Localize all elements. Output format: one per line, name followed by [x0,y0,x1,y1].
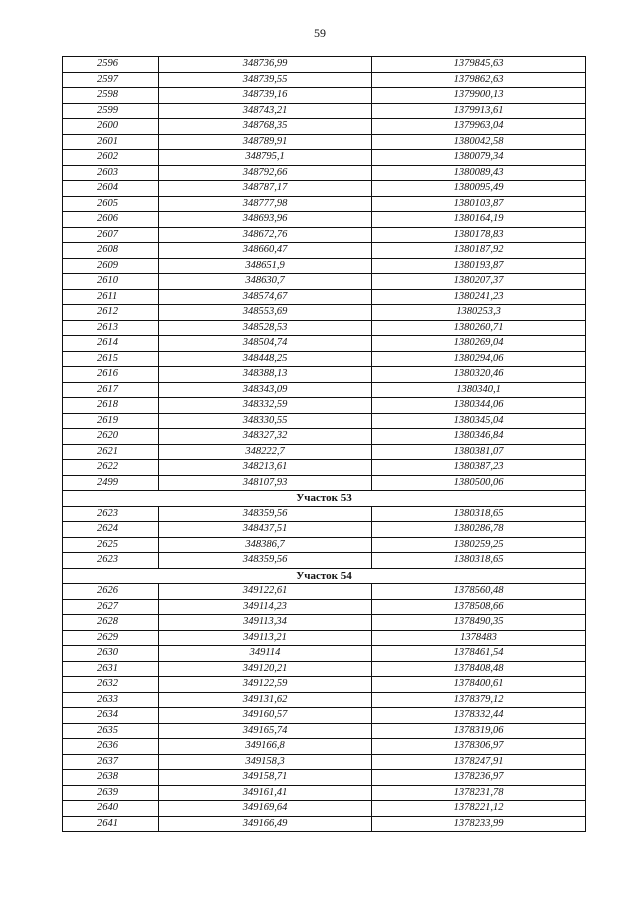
y-coordinate-cell: 1378560,48 [372,584,586,600]
coordinates-table-body [63,57,586,832]
table-row [63,677,586,693]
x-coordinate-cell: 348792,66 [159,165,372,181]
point-number-cell: 2606 [63,212,159,228]
point-number-cell: 2624 [63,522,159,538]
y-coordinate-cell: 1380089,43 [372,165,586,181]
x-coordinate-cell: 349166,8 [159,739,372,755]
y-coordinate-cell: 1380178,83 [372,227,586,243]
y-coordinate-cell: 1378400,61 [372,677,586,693]
table-row [63,196,586,212]
y-coordinate-cell: 1378483 [372,630,586,646]
x-coordinate-cell: 348739,55 [159,72,372,88]
y-coordinate-cell: 1380042,58 [372,134,586,150]
table-row [63,382,586,398]
table-row [63,305,586,321]
point-number-cell: 2598 [63,88,159,104]
point-number-cell: 2636 [63,739,159,755]
x-coordinate-cell: 348660,47 [159,243,372,259]
y-coordinate-cell: 1380079,34 [372,150,586,166]
point-number-cell: 2634 [63,708,159,724]
table-row [63,57,586,73]
point-number-cell: 2597 [63,72,159,88]
table-row [63,351,586,367]
table-row [63,692,586,708]
y-coordinate-cell: 1378233,99 [372,816,586,832]
table-row [63,150,586,166]
y-coordinate-cell: 1380095,49 [372,181,586,197]
table-row [63,475,586,491]
x-coordinate-cell: 349120,21 [159,661,372,677]
x-coordinate-cell: 348330,55 [159,413,372,429]
x-coordinate-cell: 349114,23 [159,599,372,615]
table-row [63,413,586,429]
x-coordinate-cell: 348359,56 [159,553,372,569]
y-coordinate-cell: 1380103,87 [372,196,586,212]
x-coordinate-cell: 348651,9 [159,258,372,274]
x-coordinate-cell: 348787,17 [159,181,372,197]
y-coordinate-cell: 1378231,78 [372,785,586,801]
point-number-cell: 2608 [63,243,159,259]
table-row [63,630,586,646]
y-coordinate-cell: 1378379,12 [372,692,586,708]
y-coordinate-cell: 1380320,46 [372,367,586,383]
point-number-cell: 2612 [63,305,159,321]
x-coordinate-cell: 348448,25 [159,351,372,367]
y-coordinate-cell: 1378490,35 [372,615,586,631]
point-number-cell: 2600 [63,119,159,135]
y-coordinate-cell: 1380259,25 [372,537,586,553]
table-row [63,243,586,259]
point-number-cell: 2630 [63,646,159,662]
table-row [63,88,586,104]
y-coordinate-cell: 1379900,13 [372,88,586,104]
point-number-cell: 2639 [63,785,159,801]
x-coordinate-cell: 349114 [159,646,372,662]
point-number-cell: 2620 [63,429,159,445]
table-row [63,72,586,88]
point-number-cell: 2629 [63,630,159,646]
point-number-cell: 2619 [63,413,159,429]
table-row [63,320,586,336]
table-row [63,553,586,569]
x-coordinate-cell: 348332,59 [159,398,372,414]
x-coordinate-cell: 348437,51 [159,522,372,538]
table-row [63,615,586,631]
y-coordinate-cell: 1380500,06 [372,475,586,491]
point-number-cell: 2627 [63,599,159,615]
section-header-row [63,491,586,507]
x-coordinate-cell: 349158,71 [159,770,372,786]
point-number-cell: 2603 [63,165,159,181]
table-row [63,227,586,243]
point-number-cell: 2637 [63,754,159,770]
table-row [63,723,586,739]
y-coordinate-cell: 1378236,97 [372,770,586,786]
y-coordinate-cell: 1378306,97 [372,739,586,755]
y-coordinate-cell: 1378461,54 [372,646,586,662]
y-coordinate-cell: 1380207,37 [372,274,586,290]
coordinates-table [62,56,586,832]
x-coordinate-cell: 348343,09 [159,382,372,398]
x-coordinate-cell: 348107,93 [159,475,372,491]
x-coordinate-cell: 348672,76 [159,227,372,243]
y-coordinate-cell: 1380381,07 [372,444,586,460]
y-coordinate-cell: 1378221,12 [372,801,586,817]
table-row [63,274,586,290]
table-row [63,212,586,228]
y-coordinate-cell: 1380164,19 [372,212,586,228]
x-coordinate-cell: 349113,21 [159,630,372,646]
point-number-cell: 2641 [63,816,159,832]
x-coordinate-cell: 349169,64 [159,801,372,817]
y-coordinate-cell: 1378319,06 [372,723,586,739]
point-number-cell: 2602 [63,150,159,166]
point-number-cell: 2628 [63,615,159,631]
y-coordinate-cell: 1378408,48 [372,661,586,677]
table-row [63,134,586,150]
point-number-cell: 2635 [63,723,159,739]
x-coordinate-cell: 348795,1 [159,150,372,166]
x-coordinate-cell: 348222,7 [159,444,372,460]
x-coordinate-cell: 348574,67 [159,289,372,305]
point-number-cell: 2621 [63,444,159,460]
x-coordinate-cell: 349158,3 [159,754,372,770]
point-number-cell: 2499 [63,475,159,491]
table-row [63,522,586,538]
point-number-cell: 2623 [63,553,159,569]
table-row [63,537,586,553]
point-number-cell: 2601 [63,134,159,150]
page-number: 59 [314,26,326,40]
table-row [63,258,586,274]
point-number-cell: 2638 [63,770,159,786]
x-coordinate-cell: 349165,74 [159,723,372,739]
table-row [63,785,586,801]
table-row [63,336,586,352]
point-number-cell: 2605 [63,196,159,212]
x-coordinate-cell: 348386,7 [159,537,372,553]
point-number-cell: 2640 [63,801,159,817]
x-coordinate-cell: 348528,53 [159,320,372,336]
table-row [63,398,586,414]
y-coordinate-cell: 1380286,78 [372,522,586,538]
x-coordinate-cell: 348743,21 [159,103,372,119]
y-coordinate-cell: 1380346,84 [372,429,586,445]
point-number-cell: 2614 [63,336,159,352]
section-header-row [63,568,586,584]
point-number-cell: 2604 [63,181,159,197]
x-coordinate-cell: 348388,13 [159,367,372,383]
y-coordinate-cell: 1380294,06 [372,351,586,367]
table-row [63,661,586,677]
table-row [63,708,586,724]
x-coordinate-cell: 348359,56 [159,506,372,522]
point-number-cell: 2596 [63,57,159,73]
point-number-cell: 2616 [63,367,159,383]
y-coordinate-cell: 1378332,44 [372,708,586,724]
x-coordinate-cell: 348693,96 [159,212,372,228]
point-number-cell: 2610 [63,274,159,290]
table-row [63,506,586,522]
point-number-cell: 2615 [63,351,159,367]
point-number-cell: 2599 [63,103,159,119]
y-coordinate-cell: 1379913,61 [372,103,586,119]
table-row [63,599,586,615]
y-coordinate-cell: 1380318,65 [372,506,586,522]
table-row [63,739,586,755]
y-coordinate-cell: 1379862,63 [372,72,586,88]
table-row [63,103,586,119]
point-number-cell: 2609 [63,258,159,274]
table-row [63,289,586,305]
x-coordinate-cell: 349161,41 [159,785,372,801]
table-row [63,816,586,832]
point-number-cell: 2623 [63,506,159,522]
y-coordinate-cell: 1380241,23 [372,289,586,305]
point-number-cell: 2633 [63,692,159,708]
x-coordinate-cell: 348739,16 [159,88,372,104]
table-row [63,770,586,786]
x-coordinate-cell: 348768,35 [159,119,372,135]
table-row [63,181,586,197]
x-coordinate-cell: 348553,69 [159,305,372,321]
section-title: Участок 54 [63,568,586,584]
y-coordinate-cell: 1380344,06 [372,398,586,414]
point-number-cell: 2618 [63,398,159,414]
y-coordinate-cell: 1379845,63 [372,57,586,73]
x-coordinate-cell: 348789,91 [159,134,372,150]
x-coordinate-cell: 349113,34 [159,615,372,631]
point-number-cell: 2607 [63,227,159,243]
y-coordinate-cell: 1380387,23 [372,460,586,476]
x-coordinate-cell: 348327,32 [159,429,372,445]
x-coordinate-cell: 348777,98 [159,196,372,212]
table-row [63,444,586,460]
point-number-cell: 2632 [63,677,159,693]
x-coordinate-cell: 348630,7 [159,274,372,290]
y-coordinate-cell: 1379963,04 [372,119,586,135]
y-coordinate-cell: 1380193,87 [372,258,586,274]
table-row [63,646,586,662]
table-row [63,367,586,383]
table-row [63,165,586,181]
x-coordinate-cell: 349160,57 [159,708,372,724]
table-row [63,584,586,600]
x-coordinate-cell: 348213,61 [159,460,372,476]
point-number-cell: 2631 [63,661,159,677]
y-coordinate-cell: 1380340,1 [372,382,586,398]
y-coordinate-cell: 1380345,04 [372,413,586,429]
y-coordinate-cell: 1380187,92 [372,243,586,259]
table-row [63,429,586,445]
table-row [63,460,586,476]
y-coordinate-cell: 1380253,3 [372,305,586,321]
table-row [63,119,586,135]
y-coordinate-cell: 1378508,66 [372,599,586,615]
section-title: Участок 53 [63,491,586,507]
y-coordinate-cell: 1378247,91 [372,754,586,770]
point-number-cell: 2625 [63,537,159,553]
point-number-cell: 2611 [63,289,159,305]
point-number-cell: 2626 [63,584,159,600]
point-number-cell: 2617 [63,382,159,398]
y-coordinate-cell: 1380260,71 [372,320,586,336]
x-coordinate-cell: 349122,59 [159,677,372,693]
x-coordinate-cell: 349131,62 [159,692,372,708]
table-row [63,801,586,817]
x-coordinate-cell: 348504,74 [159,336,372,352]
x-coordinate-cell: 349166,49 [159,816,372,832]
y-coordinate-cell: 1380269,04 [372,336,586,352]
point-number-cell: 2613 [63,320,159,336]
x-coordinate-cell: 349122,61 [159,584,372,600]
x-coordinate-cell: 348736,99 [159,57,372,73]
table-row [63,754,586,770]
y-coordinate-cell: 1380318,65 [372,553,586,569]
point-number-cell: 2622 [63,460,159,476]
